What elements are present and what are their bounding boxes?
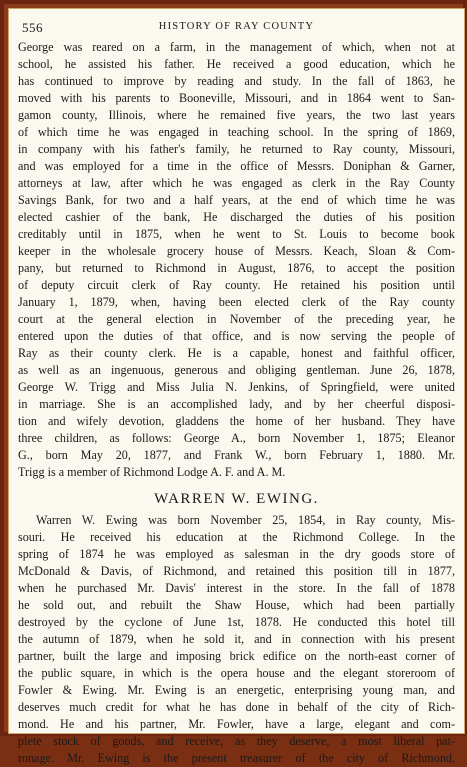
text-line: when he purchased Mr. Davis' interest in the store. In the fall of 1878 [18, 581, 455, 595]
text-line: keeper in the wholesale grocery house of Messrs. Keach, Sloan & Com- [18, 244, 455, 258]
text-line: souri. He received his education at the Richmond College. In the [18, 530, 455, 544]
text-line: school, he assisted his father. He received a good education, which he [18, 57, 455, 71]
text-line: George W. Trigg and Miss Julia N. Jenkins, of Springfield, were united [18, 380, 455, 394]
text-line: Ray as their county clerk. He is a capable, honest and faithful officer, [18, 346, 455, 360]
page-sheet [8, 8, 465, 765]
text-line: Fowler & Ewing. Mr. Ewing is an energetic, enterprising young man, and [18, 683, 455, 697]
text-line: George was reared on a farm, in the management of which, when not at [18, 40, 455, 54]
text-line: he sold out, and rebuilt the Shaw House, which had been partially [18, 598, 455, 612]
text-line: spring of 1874 he was employed as salesman in the dry goods store of [18, 547, 455, 561]
text-line: moved with his parents to Booneville, Missouri, and in 1864 went to San- [18, 91, 455, 105]
text-line: mond. He and his partner, Mr. Fowler, have a large, elegant and com- [18, 717, 455, 731]
page-number: 556 [22, 20, 43, 35]
text-line: three children, as follows: George A., born November 1, 1875; Eleanor [18, 431, 455, 445]
text-line: court at the general election in November of the preceding year, he [18, 312, 455, 326]
document-page [18, 17, 455, 765]
text-line: entered upon the duties of that office, and is now serving the people of [18, 329, 455, 343]
paragraph-ewing [18, 512, 455, 767]
text-line: and was employed for a time in the office of Messrs. Doniphan & Garner, [18, 159, 455, 173]
text-line: in marriage. She is an accomplished lady, and by her cheerful disposi- [18, 397, 455, 411]
text-line: the autumn of 1879, when he sold it, and in connection with his present [18, 632, 455, 646]
text-line: destroyed by the cyclone of June 1st, 1878. He conducted this hotel till [18, 615, 455, 629]
text-line: G., born May 20, 1877, and Frank W., born February 1, 1880. Mr. [18, 448, 455, 462]
paragraph-trigg [18, 39, 455, 481]
page-header [18, 17, 455, 39]
text-line: partner, built the large and imposing brick edifice on the north-east corner of [18, 649, 455, 663]
text-line: January 1, 1879, when, having been elected clerk of the Ray county [18, 295, 455, 309]
text-line: McDonald & Davis, of Richmond, and retained this position till in 1877, [18, 564, 455, 578]
text-line: pany, but returned to Richmond in August, 1876, to accept the position [18, 261, 455, 275]
text-line: of deputy circuit clerk of Ray county. He retained his position until [18, 278, 455, 292]
section-heading: WARREN W. EWING. [154, 491, 319, 507]
text-line: deserves much credit for what he has done in behalf of the city of Rich- [18, 700, 455, 714]
text-line: has continued to improve by reading and study. In the fall of 1863, he [18, 74, 455, 88]
text-line: of which time he was engaged in teaching school. In the spring of 1869, [18, 125, 455, 139]
text-line: the public square, in which is the opera house and the elegant storeroom of [18, 666, 455, 680]
text-line: in company with his father's family, he returned to Ray county, Missouri, [18, 142, 455, 156]
text-line: plete stock of goods, and receive, as they deserve, a most liberal pat- [18, 734, 455, 748]
text-line: ronage. Mr. Ewing is the present treasurer of the city of Richmond, [18, 751, 455, 765]
text-line: tion and wifely devotion, gladdens the home of her husband. They have [18, 414, 455, 428]
text-line: attorneys at law, after which he was engaged as clerk in the Ray County [18, 176, 455, 190]
text-line: gamon county, Illinois, where he remained five years, the two last years [18, 108, 455, 122]
text-line: as well as an ingenuous, generous and obliging gentleman. June 26, 1878, [18, 363, 455, 377]
running-head: HISTORY OF RAY COUNTY [158, 21, 315, 32]
text-line: creditably until in 1875, when he went to St. Louis to become book [18, 227, 455, 241]
text-line: elected cashier of the bank, He discharged the duties of his position [18, 210, 455, 224]
text-line: Savings Bank, for two and a half years, at the end of which time he was [18, 193, 455, 207]
text-line: Warren W. Ewing was born November 25, 1854, in Ray county, Mis- [36, 513, 455, 527]
text-line: Trigg is a member of Richmond Lodge A. F. and A. M. [18, 465, 286, 479]
